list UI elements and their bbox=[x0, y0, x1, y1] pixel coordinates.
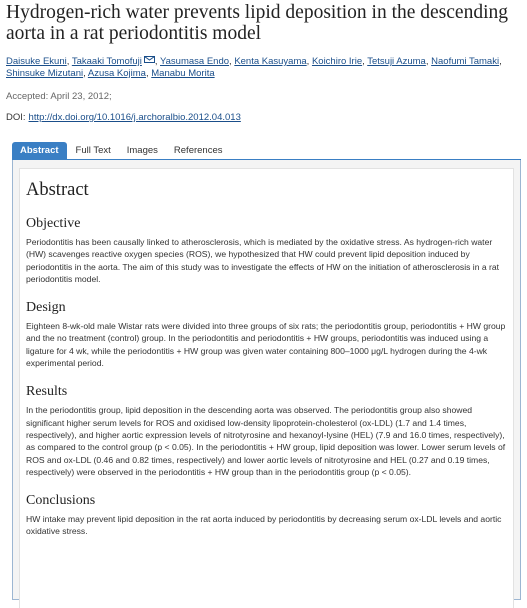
author-link[interactable]: Tetsuji Azuma bbox=[367, 56, 426, 67]
mail-icon[interactable] bbox=[144, 56, 155, 63]
doi-line bbox=[6, 112, 241, 123]
author-link[interactable]: Shinsuke Mizutani bbox=[6, 68, 84, 79]
author-separator: , bbox=[229, 56, 232, 67]
tab-references[interactable]: References bbox=[167, 142, 230, 160]
abstract-panel bbox=[12, 160, 521, 600]
author-separator: , bbox=[154, 56, 158, 67]
author-link[interactable]: Takaaki Tomofuji bbox=[71, 56, 142, 67]
section-text-objective: Periodontitis has been causally linked to atherosclerosis, which is mediated by the oxidative stress. As hydrogen-rich water (HW) scavenges reactive oxygen species (ROS), we hypothesized that HW could prevent lipid deposition induced by periodontitis in the aorta. The aim of this study was to investigate the effects of HW on the initiation of atherosclerosis in a rat periodontitis model. bbox=[26, 237, 500, 284]
author-separator: , bbox=[83, 68, 86, 79]
author-link[interactable]: Daisuke Ekuni bbox=[6, 56, 67, 67]
author-separator: , bbox=[499, 56, 502, 67]
doi-link[interactable]: http://dx.doi.org/10.1016/j.archoralbio.2012.04.013 bbox=[28, 112, 241, 123]
author-separator: , bbox=[66, 56, 70, 67]
tab-bar bbox=[12, 142, 230, 160]
section-title-conclusions: Conclusions bbox=[26, 493, 96, 509]
tab-abstract[interactable]: Abstract bbox=[12, 142, 67, 160]
abstract-heading: Abstract bbox=[26, 180, 89, 200]
article-title: Hydrogen-rich water prevents lipid deposition in the descending aorta in a rat periodontitis model bbox=[6, 2, 508, 44]
section-title-results: Results bbox=[26, 384, 68, 400]
tab-full-text[interactable]: Full Text bbox=[69, 142, 118, 160]
tab-images[interactable]: Images bbox=[120, 142, 165, 160]
author-separator: , bbox=[145, 68, 149, 79]
author-link[interactable]: Manabu Morita bbox=[151, 68, 215, 79]
doi-label: DOI: bbox=[6, 112, 26, 123]
author-separator: , bbox=[425, 56, 429, 67]
author-link[interactable]: Koichiro Irie bbox=[311, 56, 363, 67]
abstract-card bbox=[19, 168, 514, 608]
section-text-conclusions: HW intake may prevent lipid deposition in the rat aorta induced by periodontitis by decreasing serum ox-LDL levels and aortic oxidative stress. bbox=[26, 514, 502, 537]
author-link[interactable]: Yasumasa Endo bbox=[160, 56, 230, 67]
accepted-date: Accepted: April 23, 2012; bbox=[6, 91, 112, 102]
author-link[interactable]: Naofumi Tamaki bbox=[431, 56, 500, 67]
author-link[interactable]: Kenta Kasuyama bbox=[234, 56, 307, 67]
section-text-results: In the periodontitis group, lipid deposition in the descending aorta was observed. The periodontitis group also showed significant higher serum levels for ROS and oxidised low-density lipoprotein-cholesterol (ox-LDL) (1.7 and 1.4 times, respectively), and higher aortic expression levels of nitrotyrosine and hexanoyl-lysine (HEL) (7.9 and 16.0 times, respectively), as compared to the control group (p < 0.05). In the periodontitis + HW group, lipid deposition was lower. Lower serum levels of ROS and ox-LDL (0.46 and 0.82 times, respectively) and lower aortic levels of nitrotyrosine and HEL (0.27 and 0.19 times, respectively) were observed in the periodontitis + HW group than in the periodontitis group (p < 0.05). bbox=[26, 405, 506, 477]
author-list bbox=[6, 56, 521, 80]
section-title-design: Design bbox=[26, 300, 66, 316]
author-link[interactable]: Azusa Kojima bbox=[87, 68, 146, 79]
section-title-objective: Objective bbox=[26, 216, 81, 231]
abstract-body bbox=[26, 179, 510, 552]
section-text-design: Eighteen 8-wk-old male Wistar rats were divided into three groups of six rats; the periodontitis group, periodontitis + HW group and the no treatment (control) group. In the periodontitis and periodontitis + HW groups, periodontitis was induced using a ligature for 4 wk, while the periodontitis + HW group was given water containing 800–1000 μg/L hydrogen during the 4-wk experimental period. bbox=[26, 321, 506, 369]
author-separator: , bbox=[306, 56, 310, 67]
author-separator: , bbox=[362, 56, 365, 67]
